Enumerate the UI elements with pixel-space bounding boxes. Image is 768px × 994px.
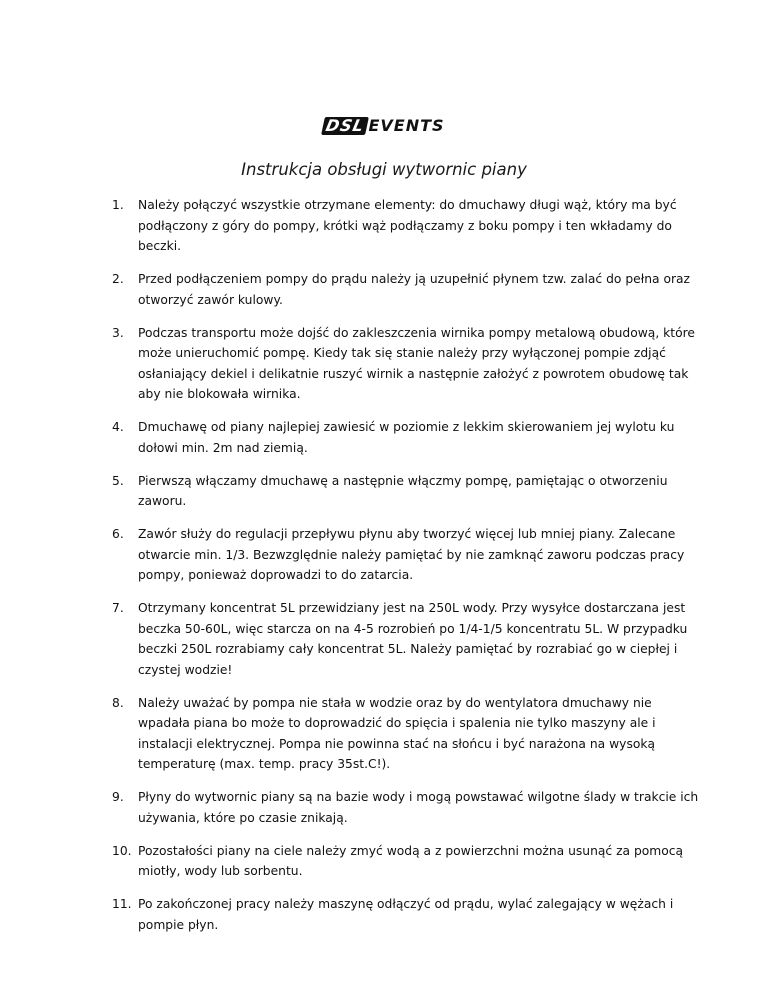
item-number: 8. (112, 695, 124, 710)
item-text: Należy połączyć wszystkie otrzymane elementy: do dmuchawy długi wąż, który ma być podłączony z góry do pompy, krótki wąż podłączamy z boku pompy i ten wkładamy do beczki. (138, 198, 677, 253)
list-item (112, 524, 702, 586)
item-number: 6. (112, 527, 124, 541)
list-item (112, 323, 702, 405)
list-item (112, 894, 702, 935)
item-number: 5. (112, 473, 124, 488)
item-number: 1. (112, 198, 124, 212)
list-item (112, 417, 702, 458)
item-text: Po zakończonej pracy należy maszynę odłączyć od prądu, wylać zalegający w wężach i pompie płyn. (138, 897, 674, 932)
item-text: Podczas transportu może dojść do zakleszczenia wirnika pompy metalową obudową, które może unieruchomić pompę. Kiedy tak się stanie należy przy wyłączonej pompie zdjąć osłaniający dekiel i delikatnie ruszyć wirnik a następnie założyć z powrotem obudowę tak aby nie blokowała wirnika. (138, 325, 695, 401)
list-item (112, 598, 702, 680)
list-item (112, 269, 702, 310)
list-item (112, 693, 702, 775)
item-text: Przed podłączeniem pompy do prądu należy ją uzupełnić płynem tzw. zalać do pełna oraz otworzyć zawór kulowy. (138, 272, 691, 307)
document-title: Instrukcja obsługi wytwornic piany (241, 160, 527, 179)
instruction-list (112, 195, 702, 948)
item-text: Płyny do wytwornic piany są na bazie wody i mogą powstawać wilgotne ślady w trakcie ich używania, które po czasie znikają. (138, 790, 699, 825)
list-item (112, 471, 702, 512)
item-text: Zawór służy do regulacji przepływu płynu aby tworzyć więcej lub mniej piany. Zalecane otwarcie min. 1/3. Bezwzględnie należy pamiętać by nie zamknąć zaworu podczas pracy pompy, ponieważ doprowadzi to do zatarcia. (138, 527, 685, 582)
item-number: 4. (112, 420, 124, 434)
item-number: 7. (112, 601, 124, 615)
list-item (112, 787, 702, 828)
item-text: Pozostałości piany na ciele należy zmyć wodą a z powierzchni można usunąć za pomocą miotły, wody lub sorbentu. (138, 843, 684, 878)
item-number: 2. (112, 272, 124, 286)
item-text: Dmuchawę od piany najlepiej zawiesić w poziomie z lekkim skierowaniem jej wylotu ku dołowi min. 2m nad ziemią. (138, 420, 675, 455)
item-number: 11. (112, 897, 132, 911)
item-number: 9. (112, 790, 124, 804)
logo-text: EVENTS (368, 116, 445, 135)
logo-mark: DSL (322, 117, 370, 135)
list-item (112, 195, 702, 257)
item-text: Pierwszą włączamy dmuchawę a następnie włączmy pompę, pamiętając o otworzeniu zaworu. (138, 473, 668, 508)
company-logo (0, 117, 768, 137)
list-item (112, 841, 702, 882)
logo-wordmark (323, 117, 444, 135)
item-number: 10. (112, 843, 132, 858)
item-number: 3. (112, 325, 124, 340)
item-text: Należy uważać by pompa nie stała w wodzie oraz by do wentylatora dmuchawy nie wpadała piana bo może to doprowadzić do spięcia i spalenia nie tylko maszyny ale i instalacji elektrycznej. Pompa nie powinna stać na słońcu i być narażona na wysoką temperaturę (max. temp. pracy 35st.C!). (138, 695, 656, 771)
item-text: Otrzymany koncentrat 5L przewidziany jest na 250L wody. Przy wysyłce dostarczana jest beczka 50-60L, więc starcza on na 4-5 rozrobień po 1/4-1/5 koncentratu 5L. W przypadku beczki 250L rozrabiamy cały koncentrat 5L. Należy pamiętać by rozrabiać go w ciepłej i czystej wodzie! (138, 601, 688, 677)
